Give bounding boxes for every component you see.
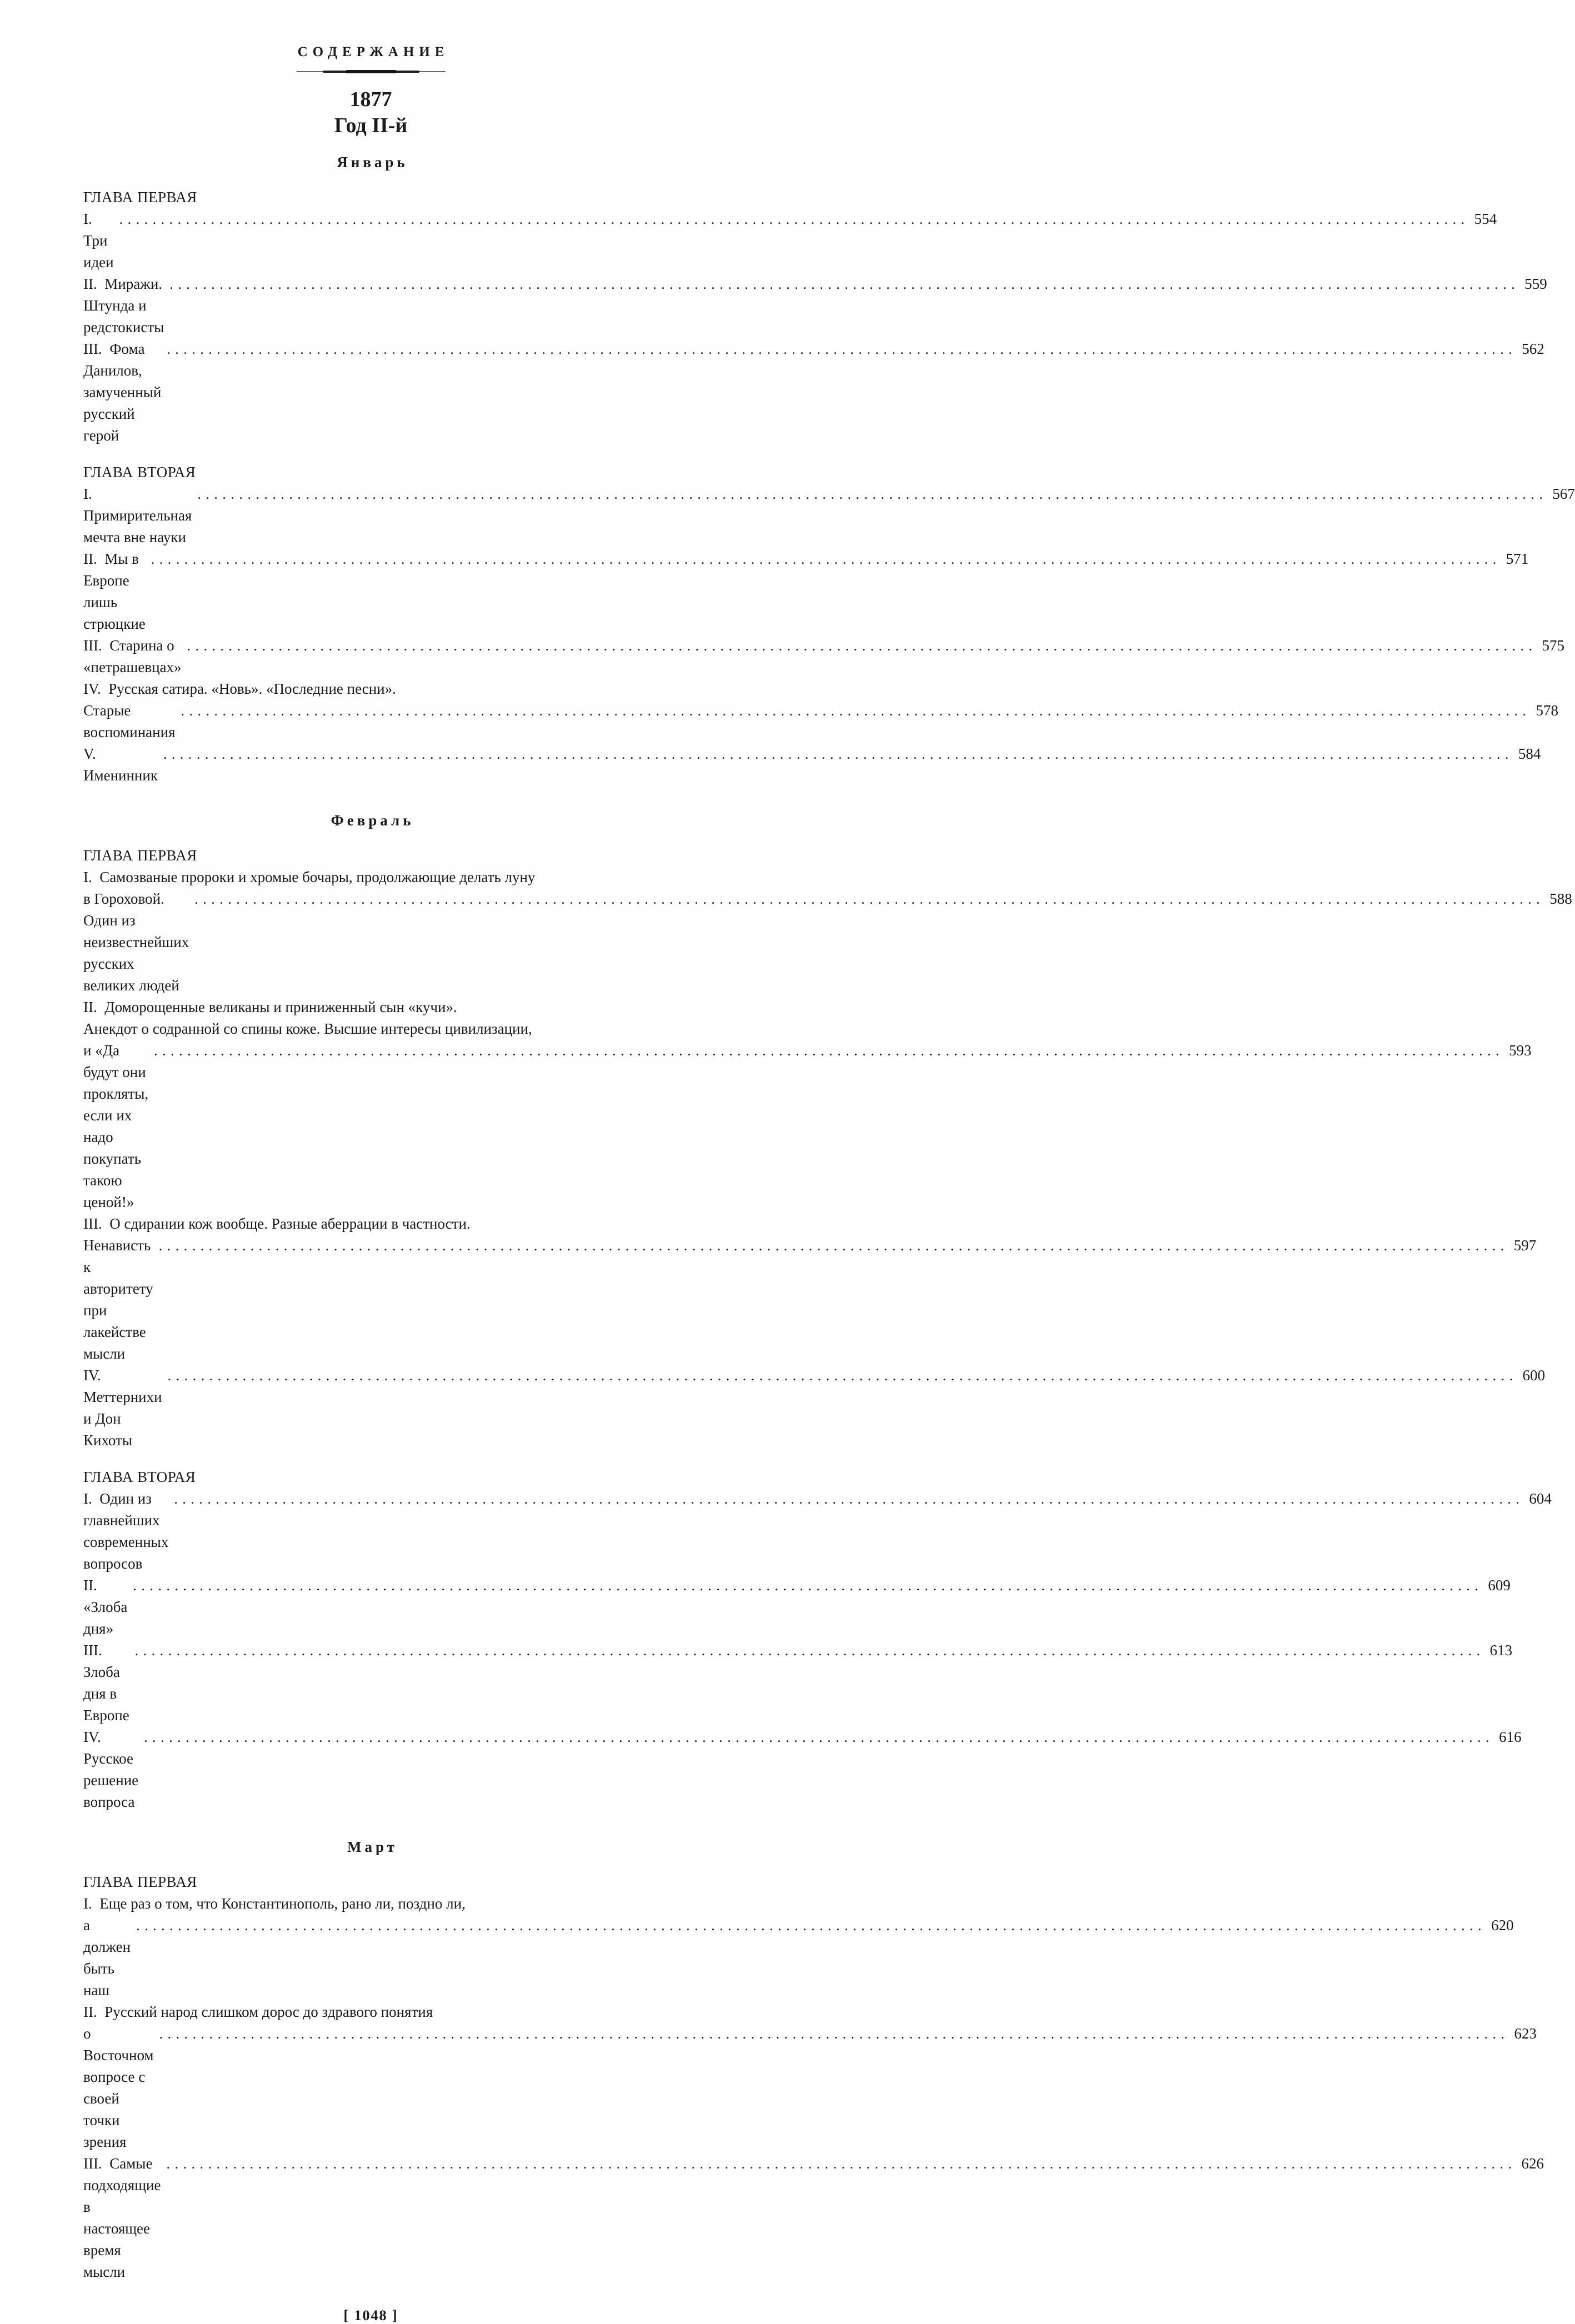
dot-leader <box>133 1575 1483 1596</box>
entry-page-number: 584 <box>1518 745 1541 762</box>
entry-line <box>83 700 1558 743</box>
entry-line <box>83 2153 1544 2283</box>
chapter <box>83 1466 1552 1813</box>
chapter-heading: ГЛАВА ПЕРВАЯ <box>83 189 197 206</box>
entry-text: II. Русский народ слишком дорос до здравого понятия <box>83 2004 433 2020</box>
entry-line <box>83 483 1575 548</box>
entry-line <box>83 1640 1513 1726</box>
dot-leader <box>166 2153 1516 2175</box>
entry-text: III. Самые подходящие в настоящее время мысли <box>83 2155 165 2280</box>
dot-leader <box>194 888 1544 910</box>
entry-page-number: 575 <box>1542 637 1564 654</box>
entry-line <box>83 1893 658 1915</box>
entry-page-number: 613 <box>1489 1642 1513 1659</box>
entry-line <box>83 1365 1546 1451</box>
toc-entry <box>83 338 1544 447</box>
entry-page-number: 554 <box>1474 211 1497 227</box>
entry-line <box>83 2001 658 2023</box>
entry-line <box>83 1575 1511 1640</box>
toc-title: СОДЕРЖАНИЕ <box>297 44 449 59</box>
entry-text: IV. Русское решение вопроса <box>83 1729 142 1810</box>
toc-entry <box>83 635 1564 678</box>
entry-page-number: 616 <box>1499 1729 1522 1745</box>
dot-leader <box>187 635 1537 657</box>
dot-leader <box>144 1726 1494 1748</box>
toc-root <box>83 154 1575 2283</box>
year-heading: 1877 <box>349 88 392 111</box>
entry-page-number: 623 <box>1514 2025 1537 2042</box>
entry-line <box>83 2023 1537 2153</box>
entry-text: V. Именинник <box>83 745 158 784</box>
toc-content-column <box>83 0 1575 2324</box>
toc-entry <box>83 996 1532 1213</box>
year-block <box>83 87 658 139</box>
entry-page-number: 620 <box>1491 1917 1514 1934</box>
entry-text: Старые воспоминания <box>83 702 176 740</box>
entry-line <box>83 867 658 888</box>
dot-leader <box>197 483 1547 505</box>
chapter-heading: ГЛАВА ПЕРВАЯ <box>83 847 197 864</box>
entry-page-number: 604 <box>1529 1490 1552 1507</box>
toc-entry <box>83 1640 1513 1726</box>
toc-entry <box>83 678 1558 743</box>
dot-leader <box>163 743 1513 765</box>
toc-entry <box>83 273 1547 338</box>
entry-line <box>83 678 658 700</box>
entry-page-number: 588 <box>1549 890 1572 907</box>
chapter-heading: ГЛАВА ВТОРАЯ <box>83 1469 196 1485</box>
entry-line <box>83 208 1497 273</box>
entry-line <box>83 273 1547 338</box>
entry-page-number: 578 <box>1536 702 1558 719</box>
dot-leader <box>154 1040 1504 1061</box>
entry-text: I. Самозваные пророки и хромые бочары, продолжающие делать луну <box>83 869 536 885</box>
entry-text: III. Злоба дня в Европе <box>83 1642 129 1724</box>
entry-text: II. Доморощенные великаны и приниженный сын «кучи». <box>83 999 457 1015</box>
entry-line <box>83 1488 1552 1575</box>
month-heading: Февраль <box>331 812 414 829</box>
entry-line <box>83 338 1544 447</box>
chapter <box>83 462 1575 787</box>
toc-entry <box>83 743 1541 787</box>
entry-text: II. «Злоба дня» <box>83 1577 132 1637</box>
entry-line <box>83 1726 1522 1813</box>
entry-page-number: 567 <box>1552 485 1575 502</box>
dot-leader <box>159 2023 1509 2045</box>
dot-leader <box>135 1640 1485 1661</box>
entry-line <box>83 1235 1537 1365</box>
dot-leader <box>174 1488 1524 1510</box>
toc-entry <box>83 867 1572 996</box>
toc-entry <box>83 1893 1514 2001</box>
toc-entry <box>83 1213 1537 1365</box>
entry-text: II. Миражи. Штунда и редстокисты <box>83 276 166 335</box>
entry-text: I. Примирительная мечта вне науки <box>83 485 196 545</box>
entry-page-number: 571 <box>1506 550 1529 567</box>
entry-text: Анекдот о содранной со спины коже. Высшие интересы цивилизации, <box>83 1020 532 1037</box>
entry-text: о Восточном вопросе с своей точки зрения <box>83 2025 158 2150</box>
entry-page-number: 593 <box>1509 1042 1532 1059</box>
entry-text: а должен быть наш <box>83 1917 134 1999</box>
chapter <box>83 1871 1544 2283</box>
toc-entry <box>83 1726 1522 1813</box>
toc-entry <box>83 1365 1546 1451</box>
ornament-rule-core-bar <box>346 70 397 73</box>
toc-entry <box>83 1575 1511 1640</box>
dot-leader <box>159 1235 1509 1256</box>
month-heading: Март <box>347 1839 398 1855</box>
toc-entry <box>83 1488 1552 1575</box>
entry-page-number: 609 <box>1488 1577 1511 1594</box>
entry-page-number: 626 <box>1521 2155 1544 2172</box>
toc-entry <box>83 208 1497 273</box>
toc-entry <box>83 2153 1544 2283</box>
entry-text: в Гороховой. Один из неизвестнейших русских великих людей <box>83 890 193 994</box>
chapter-heading: ГЛАВА ВТОРАЯ <box>83 464 196 480</box>
dot-leader <box>168 1365 1518 1386</box>
toc-entry <box>83 548 1529 635</box>
entry-line <box>83 1040 1532 1213</box>
entry-page-number: 597 <box>1513 1237 1537 1254</box>
footer-page-number: [ 1048 ] <box>343 2307 398 2323</box>
entry-text: II. Мы в Европе лишь стрюцкие <box>83 550 146 632</box>
month-section <box>83 154 1575 787</box>
entry-line <box>83 743 1541 787</box>
month-section <box>83 812 1572 1813</box>
entry-line <box>83 1018 658 1040</box>
entry-line <box>83 548 1529 635</box>
entry-line <box>83 1915 1514 2001</box>
dot-leader <box>151 548 1501 570</box>
entry-text: I. Три идеи <box>83 211 114 271</box>
entry-page-number: 600 <box>1522 1367 1546 1384</box>
entry-text: III. Старина о «петрашевцах» <box>83 637 182 675</box>
chapter <box>83 845 1572 1451</box>
ornament-rule <box>297 69 446 74</box>
entry-line <box>83 1213 658 1235</box>
toc-entry <box>83 2001 1537 2153</box>
entry-page-number: 562 <box>1522 340 1544 357</box>
dot-leader <box>181 700 1531 722</box>
entry-text: I. Один из главнейших современных вопросов <box>83 1490 173 1572</box>
dot-leader <box>136 1915 1486 1936</box>
entry-text: и «Да будут они прокляты, если их надо покупать такою ценой!» <box>83 1042 152 1210</box>
dot-leader <box>119 208 1469 230</box>
chapter-heading: ГЛАВА ПЕРВАЯ <box>83 1874 197 1890</box>
dot-leader <box>169 273 1519 295</box>
entry-text: IV. Меттернихи и Дон Кихоты <box>83 1367 166 1449</box>
chapter <box>83 187 1547 447</box>
entry-line <box>83 888 1572 996</box>
entry-text: I. Еще раз о том, что Константинополь, рано ли, поздно ли, <box>83 1895 466 1912</box>
entry-text: Ненависть к авторитету при лакействе мысли <box>83 1237 157 1362</box>
year-subtitle: Год II-й <box>334 114 408 137</box>
dot-leader <box>167 338 1517 360</box>
entry-text: III. О сдирании кож вообще. Разные аберрации в частности. <box>83 1215 471 1232</box>
entry-line <box>83 635 1564 678</box>
entry-page-number: 559 <box>1524 276 1547 292</box>
entry-text: IV. Русская сатира. «Новь». «Последние песни». <box>83 680 396 697</box>
entry-text: III. Фома Данилов, замученный русский герой <box>83 340 166 444</box>
month-section <box>83 1839 1544 2283</box>
entry-line <box>83 996 658 1018</box>
month-heading: Январь <box>337 154 408 171</box>
toc-entry <box>83 483 1575 548</box>
